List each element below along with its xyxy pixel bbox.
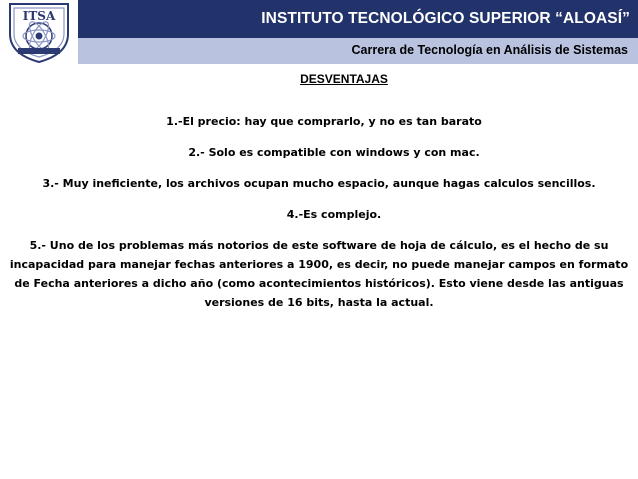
header-bottom-band [78,38,638,64]
career-title: Carrera de Tecnología en Análisis de Sistemas [351,43,628,57]
list-item: 4.-Es complejo. [286,208,382,221]
list-item: 1.-El precio: hay que comprarlo, y no es tan barato [166,115,482,128]
logo-letters: ITSA [22,9,56,23]
list-item: 2.- Solo es compatible con windows y con mac. [188,146,480,159]
slide-heading-text: DESVENTAJAS [300,72,388,86]
header-top-band [78,0,638,38]
itsa-emblem-icon [0,0,78,64]
slide-heading [0,72,638,86]
list-item: 5.- Uno de los problemas más notorios de este software de hoja de cálculo, es el hecho de su incapacidad para manejar fechas anteriores a 1900, es decir, no puede manejar campos en formato de Fecha anteriores a dicho año (como acontecimientos históricos). Esto viene desde las antiguas versiones de 16 bits, hasta la actual. [9,239,629,309]
institution-title: INSTITUTO TECNOLÓGICO SUPERIOR “ALOASÍ” [261,10,630,27]
slide-body [4,112,634,312]
list-item: 3.- Muy ineficiente, los archivos ocupan mucho espacio, aunque hagas calculos sencillos. [42,177,596,190]
institution-logo [0,0,78,64]
